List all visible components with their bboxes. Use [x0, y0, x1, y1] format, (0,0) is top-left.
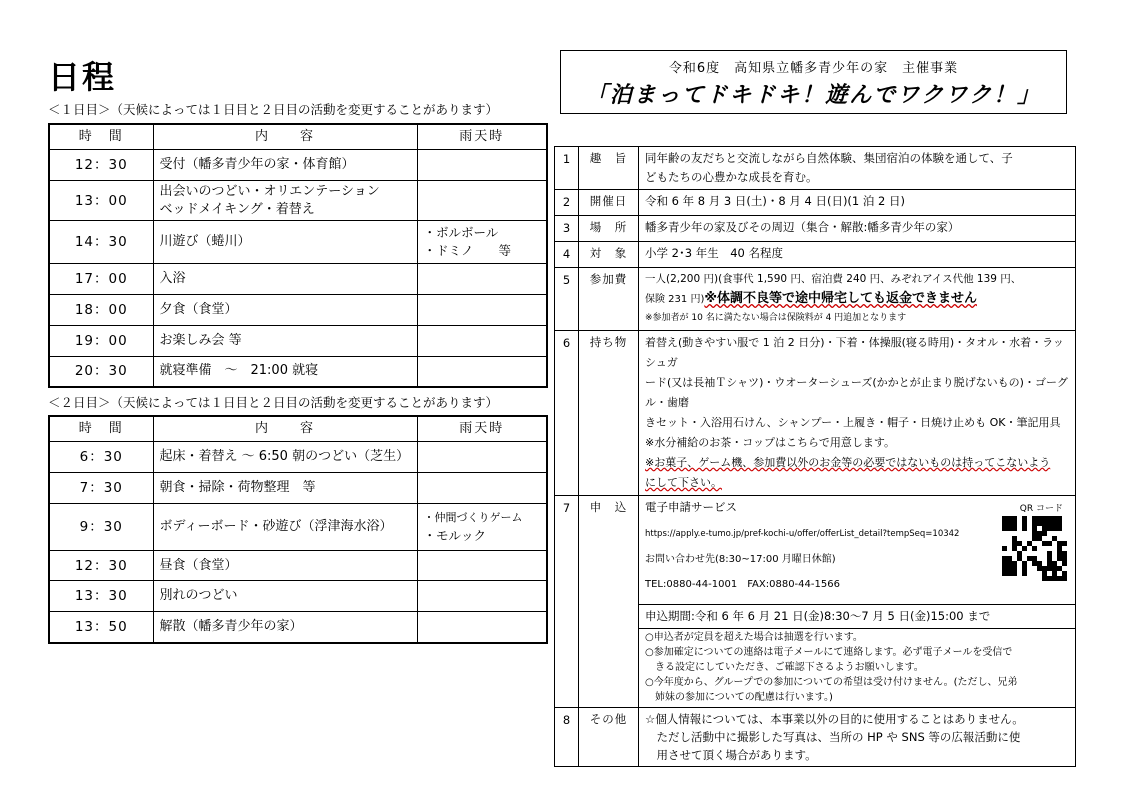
info-row-other: 8 その他 ☆個人情報については、本事業以外の目的に使用することはありません。 ただし活動中に撮影した写真は、当所の HP や SNS 等の広報活動に使 用させて頂く場合があります。 [555, 708, 1076, 767]
table-row: 17：00 入浴 [49, 264, 547, 295]
col-rain: 雨天時 [417, 416, 547, 442]
col-rain: 雨天時 [417, 124, 547, 150]
table-row: 13：30 別れのつどい [49, 581, 547, 612]
table-row: 20：30 就寝準備 ～ 21:00 就寝 [49, 357, 547, 387]
day1-rain-cell: ・ボルボール ・ドミノ 等 [417, 221, 547, 264]
day2-schedule-table [48, 415, 548, 644]
no-refund-warning: ※体調不良等で途中帰宅しても返金できません [704, 291, 977, 306]
qr-code-icon[interactable] [1002, 516, 1067, 581]
info-row-application: 7 申 込 電子申請サービス QR コード https://apply.e-tumo.jp/pref-kochi-u/offer/offerList_detail?tempSeq=10342 お問い合わせ先(8:30~17:00 月曜日休館) TEL:0880-44-1001 FAX:0880-44-1566 申込期間:令和 6 年 6 月 21 日(金)8:30～7 月 5 日(金)15:00 まで ○申込者が定員を超えた場合は抽選を行います。 ○参加確定についての連絡は電子メールにて連絡します。必ず電子メールを受信で きる設定にしていただき、ご確認下さるようお願いします。 ○今年度から、グループでの参加についての希望は受け付けません。(ただし、兄弟 姉妹の参加についての配慮は行います。) [555, 496, 1076, 708]
table-row: 18：00 夕食（食堂） [49, 295, 547, 326]
table-row: 12：30 昼食（食堂） [49, 551, 547, 581]
col-time: 時 間 [49, 124, 153, 150]
info-row-fee: 5 参加費 一人(2,200 円)(食事代 1,590 円、宿泊費 240 円、みぞれアイス代他 139 円、 保険 231 円)※体調不良等で途中帰宅しても返金できません ※参加者が 10 名に満たない場合は保険料が 4 円追加となります [555, 268, 1076, 331]
table-row: 13：00 出会いのつどい・オリエンテーション ベッドメイキング・着替え [49, 181, 547, 221]
table-row: 13：50 解散（幡多青少年の家） [49, 612, 547, 643]
col-content: 内 容 [153, 124, 417, 150]
table-row: 7：30 朝食・掃除・荷物整理 等 [49, 473, 547, 504]
table-row: 9：30 ボディーボード・砂遊び（浮津海水浴） ・仲間づくりゲーム ・モルック [49, 504, 547, 551]
info-row-belongings: 6 持ち物 着替え(動きやすい服で 1 泊 2 日分)・下着・体操服(寝る時用)・タオル・水着・ラッシュガ ード(又は長袖Ｔシャツ)・ウオーターシューズ(かかとが止まり脱げないもの)・ゴーグル・歯磨 きセット・入浴用石けん、シャンプー・上履き・帽子・日焼け止めも OK・筆記用具 ※水分補給のお茶・コップはこちらで用意します。 ※お菓子、ゲーム機、参加費以外のお金等の必要ではないものは持ってこないよう にして下さい。 [555, 331, 1076, 496]
table-row: 14：30 川遊び（蜷川） ・ボルボール ・ドミノ 等 [49, 221, 547, 264]
day2-rain-cell: ・仲間づくりゲーム ・モルック [417, 504, 547, 551]
day1-caption: ＜１日目＞（天候によっては１日目と２日目の活動を変更することがあります） [48, 102, 499, 117]
table-row: 6：30 起床・着替え ～ 6:50 朝のつどい（芝生） [49, 442, 547, 473]
info-row-purpose: 1 趣 旨 同年齢の友だちと交流しながら自然体験、集団宿泊の体験を通して、子 どもたちの心豊かな成長を育む。 [555, 147, 1076, 190]
col-time: 時 間 [49, 416, 153, 442]
day2-caption: ＜２日目＞（天候によっては１日目と２日目の活動を変更することがあります） [48, 395, 499, 410]
table-row: 12：30 受付（幡多青少年の家・体育館） [49, 150, 547, 181]
info-row-date: 2 開催日 令和 6 年 8 月 3 日(土)・8 月 4 日(日)(1 泊 2 日) [555, 190, 1076, 216]
event-header [560, 50, 1067, 114]
info-table [554, 146, 1076, 767]
day1-schedule-table [48, 123, 548, 388]
col-content: 内 容 [153, 416, 417, 442]
info-row-target: 4 対 象 小学 2･3 年生 40 名程度 [555, 242, 1076, 268]
event-title: 「泊まってドキドキ！遊んでワクワク！」 [585, 83, 1042, 108]
application-url[interactable]: https://apply.e-tumo.jp/pref-kochi-u/offer/offerList_detail?tempSeq=10342 [645, 529, 960, 539]
table-row: 19：00 お楽しみ会 等 [49, 326, 547, 357]
event-subtitle: 令和6度 高知県立幡多青少年の家 主催事業 [668, 61, 959, 76]
page-title: 日程 [48, 58, 117, 96]
info-row-place: 3 場 所 幡多青少年の家及びその周辺（集合・解散:幡多青少年の家） [555, 216, 1076, 242]
